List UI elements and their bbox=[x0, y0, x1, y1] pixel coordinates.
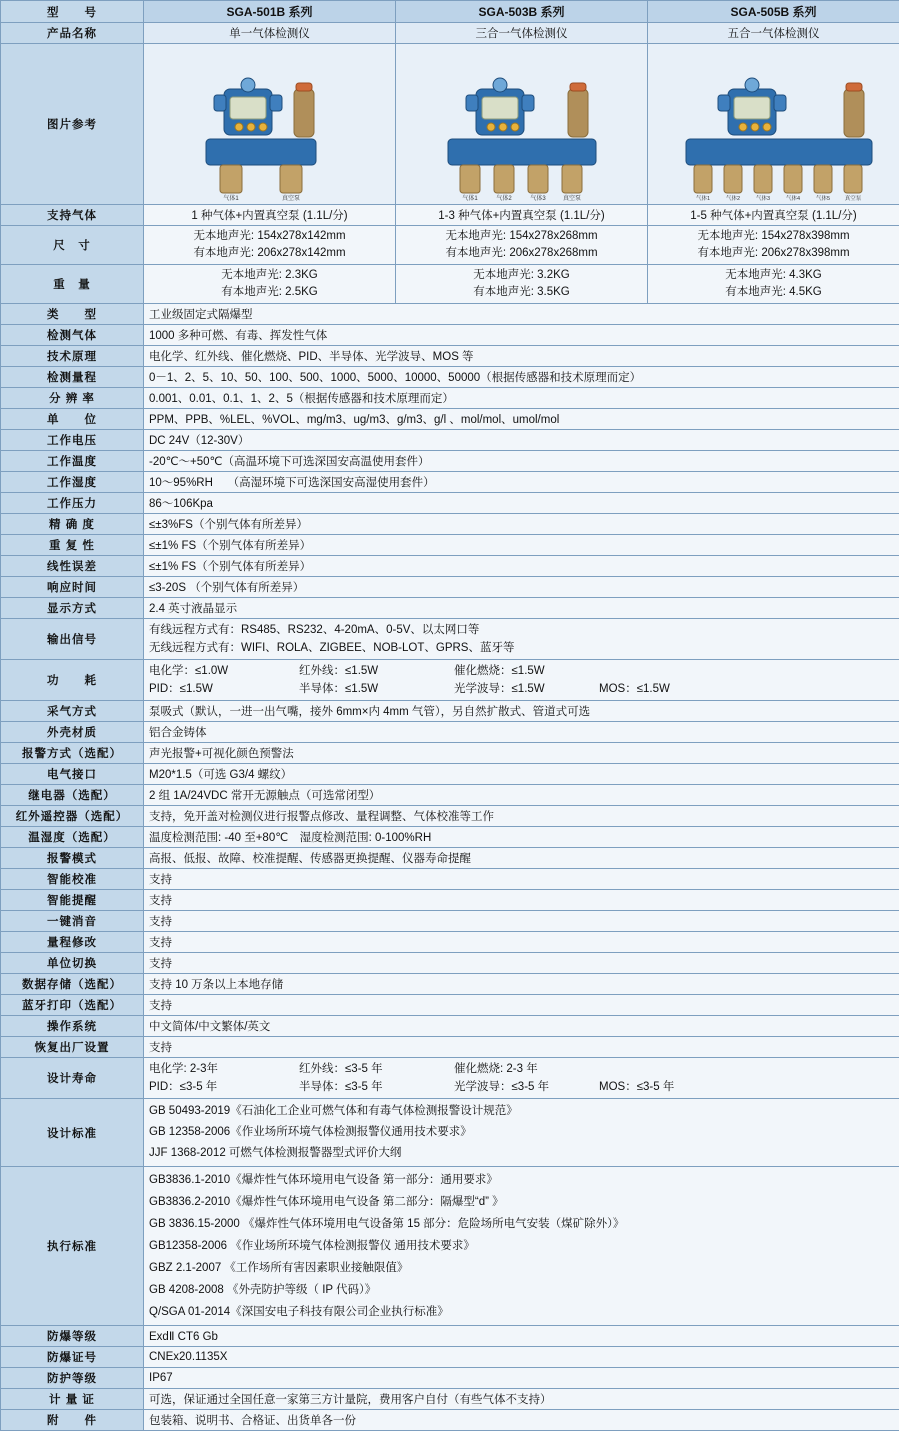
row-value-range: 0－1、2、5、10、50、100、500、1000、5000、10000、50000（根据传感器和技术原理而定） bbox=[144, 367, 899, 388]
row-label-humidity: 工作湿度 bbox=[1, 472, 144, 493]
row-label-response: 响应时间 bbox=[1, 577, 144, 598]
row-label-temp: 工作温度 bbox=[1, 451, 144, 472]
life-echem: 电化学: 2-3年 bbox=[149, 1063, 219, 1075]
svg-text:气体4: 气体4 bbox=[785, 196, 801, 202]
table-row bbox=[1, 911, 899, 932]
size-2-line1: 无本地声光: 154x278x268mm bbox=[445, 230, 598, 242]
table-row bbox=[1, 535, 899, 556]
table-row bbox=[1, 1347, 899, 1368]
row-label-electrical-port: 电气接口 bbox=[1, 764, 144, 785]
support-gas-2: 1-3 种气体+内置真空泵 (1.1L/分) bbox=[396, 205, 648, 226]
row-label-size: 尺 寸 bbox=[1, 226, 144, 265]
life-catalytic: 催化燃烧: 2-3 年 bbox=[454, 1063, 538, 1075]
table-row bbox=[1, 1326, 899, 1347]
life-mos: MOS：≤3-5 年 bbox=[599, 1081, 675, 1093]
row-label-range: 检测量程 bbox=[1, 367, 144, 388]
support-gas-1: 1 种气体+内置真空泵 (1.1L/分) bbox=[144, 205, 396, 226]
detector-illustration-2 bbox=[396, 45, 648, 203]
table-row bbox=[1, 932, 899, 953]
row-label-alarm-type: 报警方式（选配） bbox=[1, 743, 144, 764]
product-name-3: 五合一气体检测仪 bbox=[648, 23, 899, 44]
row-label-linearity: 线性误差 bbox=[1, 556, 144, 577]
weight-3-line1: 无本地声光: 4.3KG bbox=[725, 269, 822, 281]
weight-1-line2: 有本地声光: 2.5KG bbox=[221, 286, 318, 298]
size-3-line1: 无本地声光: 154x278x398mm bbox=[697, 230, 850, 242]
table-row bbox=[1, 205, 899, 226]
weight-3 bbox=[648, 265, 899, 304]
size-1 bbox=[144, 226, 396, 265]
row-value-range-change: 支持 bbox=[144, 932, 899, 953]
table-row bbox=[1, 619, 899, 660]
row-label-smart-calibration: 智能校准 bbox=[1, 869, 144, 890]
exec-standard-line-2: GB3836.2-2010《爆炸性气体环境用电气设备 第二部分：隔爆型“d” 》 bbox=[149, 1196, 504, 1208]
svg-text:真空泵: 真空泵 bbox=[844, 196, 862, 202]
row-value-sampling: 泵吸式（默认，一进一出气嘴，接外 6mm×内 4mm 气管），另自然扩散式、管道式可选 bbox=[144, 701, 899, 722]
design-standard-line-1: GB 50493-2019《石油化工企业可燃气体和有毒气体检测报警设计规范》 bbox=[149, 1105, 518, 1117]
row-label-display: 显示方式 bbox=[1, 598, 144, 619]
power-pid: PID：≤1.5W bbox=[149, 683, 213, 695]
table-row bbox=[1, 869, 899, 890]
row-value-ip-rating: IP67 bbox=[144, 1368, 899, 1389]
table-row bbox=[1, 660, 899, 701]
svg-text:气体3: 气体3 bbox=[755, 196, 771, 202]
row-value-temp: -20℃～+50℃（高温环境下可选深国安高温使用套件） bbox=[144, 451, 899, 472]
table-row bbox=[1, 44, 899, 205]
row-value-output-signal bbox=[144, 619, 899, 660]
row-label-ex-rating: 防爆等级 bbox=[1, 1326, 144, 1347]
row-label-exec-standard: 执行标准 bbox=[1, 1167, 144, 1326]
life-pid: PID：≤3-5 年 bbox=[149, 1081, 218, 1093]
table-row bbox=[1, 1, 899, 23]
design-life-line-2 bbox=[149, 1078, 894, 1096]
row-value-response: ≤3-20S （个别气体有所差异） bbox=[144, 577, 899, 598]
row-value-os: 中文简体/中文繁体/英文 bbox=[144, 1016, 899, 1037]
row-value-design-standard bbox=[144, 1099, 899, 1167]
row-value-resolution: 0.001、0.01、0.1、1、2、5（根据传感器和技术原理而定） bbox=[144, 388, 899, 409]
row-label-weight: 重 量 bbox=[1, 265, 144, 304]
row-label-voltage: 工作电压 bbox=[1, 430, 144, 451]
table-row bbox=[1, 764, 899, 785]
row-value-factory-reset: 支持 bbox=[144, 1037, 899, 1058]
table-row bbox=[1, 514, 899, 535]
weight-1-line1: 无本地声光: 2.3KG bbox=[221, 269, 318, 281]
size-3 bbox=[648, 226, 899, 265]
row-label-metrology-cert: 计 量 证 bbox=[1, 1389, 144, 1410]
size-3-line2: 有本地声光: 206x278x398mm bbox=[697, 247, 850, 259]
row-value-mute: 支持 bbox=[144, 911, 899, 932]
table-row bbox=[1, 974, 899, 995]
row-value-electrical-port: M20*1.5（可选 G3/4 螺纹） bbox=[144, 764, 899, 785]
row-value-bluetooth-print: 支持 bbox=[144, 995, 899, 1016]
row-label-accuracy: 精 确 度 bbox=[1, 514, 144, 535]
row-value-unit: PPM、PPB、%LEL、%VOL、mg/m3、ug/m3、g/m3、g/l 、mol/mol、umol/mol bbox=[144, 409, 899, 430]
svg-text:气体2: 气体2 bbox=[725, 196, 741, 202]
row-value-pressure: 86～106Kpa bbox=[144, 493, 899, 514]
product-name-2: 三合一气体检测仪 bbox=[396, 23, 648, 44]
table-row bbox=[1, 23, 899, 44]
power-echem: 电化学：≤1.0W bbox=[149, 665, 229, 677]
row-label-accessories: 附 件 bbox=[1, 1410, 144, 1431]
table-row bbox=[1, 1167, 899, 1326]
row-label-bluetooth-print: 蓝牙打印（选配） bbox=[1, 995, 144, 1016]
table-row bbox=[1, 472, 899, 493]
table-row bbox=[1, 325, 899, 346]
row-value-voltage: DC 24V（12-30V） bbox=[144, 430, 899, 451]
detector-illustration-1 bbox=[144, 45, 396, 203]
power-ir: 红外线：≤1.5W bbox=[299, 665, 379, 677]
life-optical: 光学波导：≤3-5 年 bbox=[454, 1081, 550, 1093]
row-label-tech: 技术原理 bbox=[1, 346, 144, 367]
size-2-line2: 有本地声光: 206x278x268mm bbox=[445, 247, 598, 259]
row-label-temp-humidity: 温湿度（选配） bbox=[1, 827, 144, 848]
table-row bbox=[1, 1389, 899, 1410]
row-label-factory-reset: 恢复出厂设置 bbox=[1, 1037, 144, 1058]
row-value-display: 2.4 英寸液晶显示 bbox=[144, 598, 899, 619]
row-label-relay: 继电器（选配） bbox=[1, 785, 144, 806]
exec-standard-line-5: GBZ 2.1-2007 《工作场所有害因素职业接触限值》 bbox=[149, 1262, 409, 1274]
row-label-type: 类 型 bbox=[1, 304, 144, 325]
row-value-ex-cert-no: CNEx20.1135X bbox=[144, 1347, 899, 1368]
table-row bbox=[1, 701, 899, 722]
table-row bbox=[1, 995, 899, 1016]
row-value-ir-remote: 支持，免开盖对检测仪进行报警点修改、量程调整、气体校准等工作 bbox=[144, 806, 899, 827]
svg-text:真空泵: 真空泵 bbox=[562, 196, 582, 202]
svg-text:气体5: 气体5 bbox=[815, 196, 831, 202]
svg-text:气体1: 气体1 bbox=[695, 196, 711, 202]
row-label-power: 功 耗 bbox=[1, 660, 144, 701]
row-label-design-life: 设计寿命 bbox=[1, 1058, 144, 1099]
row-label-smart-reminder: 智能提醒 bbox=[1, 890, 144, 911]
svg-text:真空泵: 真空泵 bbox=[281, 196, 301, 202]
row-label-pressure: 工作压力 bbox=[1, 493, 144, 514]
row-label-mute: 一键消音 bbox=[1, 911, 144, 932]
weight-2-line1: 无本地声光: 3.2KG bbox=[473, 269, 570, 281]
power-semiconductor: 半导体：≤1.5W bbox=[299, 683, 379, 695]
table-row bbox=[1, 785, 899, 806]
weight-2 bbox=[396, 265, 648, 304]
table-row bbox=[1, 890, 899, 911]
design-standard-line-2: GB 12358-2006《作业场所环境气体检测报警仪通用技术要求》 bbox=[149, 1126, 472, 1138]
row-value-repeatability: ≤±1% FS（个别气体有所差异） bbox=[144, 535, 899, 556]
table-row bbox=[1, 1368, 899, 1389]
row-value-ex-rating: ExdⅡ CT6 Gb bbox=[144, 1326, 899, 1347]
row-label-output-signal: 输出信号 bbox=[1, 619, 144, 660]
row-value-smart-calibration: 支持 bbox=[144, 869, 899, 890]
row-label-design-standard: 设计标准 bbox=[1, 1099, 144, 1167]
row-label-support-gas: 支持气体 bbox=[1, 205, 144, 226]
weight-3-line2: 有本地声光: 4.5KG bbox=[725, 286, 822, 298]
row-value-unit-switch: 支持 bbox=[144, 953, 899, 974]
table-row bbox=[1, 722, 899, 743]
row-value-detect-gas: 1000 多种可燃、有毒、挥发性气体 bbox=[144, 325, 899, 346]
weight-2-line2: 有本地声光: 3.5KG bbox=[473, 286, 570, 298]
row-label-ir-remote: 红外遥控器（选配） bbox=[1, 806, 144, 827]
power-mos: MOS：≤1.5W bbox=[599, 683, 670, 695]
table-row bbox=[1, 577, 899, 598]
weight-1 bbox=[144, 265, 396, 304]
table-row bbox=[1, 226, 899, 265]
product-image-2 bbox=[396, 44, 648, 205]
table-row bbox=[1, 1410, 899, 1431]
model-501b: SGA-501B 系列 bbox=[144, 1, 396, 23]
size-2 bbox=[396, 226, 648, 265]
table-row bbox=[1, 265, 899, 304]
table-row bbox=[1, 953, 899, 974]
design-standard-line-3: JJF 1368-2012 可燃气体检测报警器型式评价大纲 bbox=[149, 1147, 402, 1159]
row-label-housing: 外壳材质 bbox=[1, 722, 144, 743]
svg-text:气体3: 气体3 bbox=[530, 196, 546, 202]
row-label-detect-gas: 检测气体 bbox=[1, 325, 144, 346]
table-row bbox=[1, 1058, 899, 1099]
table-row bbox=[1, 556, 899, 577]
life-semiconductor: 半导体：≤3-5 年 bbox=[299, 1081, 383, 1093]
row-label-ip-rating: 防护等级 bbox=[1, 1368, 144, 1389]
power-line-1 bbox=[149, 662, 894, 680]
exec-standard-line-7: Q/SGA 01-2014《深国安电子科技有限公司企业执行标准》 bbox=[149, 1306, 449, 1318]
table-row bbox=[1, 367, 899, 388]
table-row bbox=[1, 806, 899, 827]
row-label-unit-switch: 单位切换 bbox=[1, 953, 144, 974]
power-line-2 bbox=[149, 680, 894, 698]
exec-standard-line-6: GB 4208-2008 《外壳防护等级（ IP 代码）》 bbox=[149, 1284, 377, 1296]
table-row bbox=[1, 848, 899, 869]
row-value-design-life bbox=[144, 1058, 899, 1099]
row-value-tech: 电化学、红外线、催化燃烧、PID、半导体、光学波导、MOS 等 bbox=[144, 346, 899, 367]
row-value-power bbox=[144, 660, 899, 701]
row-label-alarm-mode: 报警模式 bbox=[1, 848, 144, 869]
output-signal-wired: 有线远程方式有：RS485、RS232、4-20mA、0-5V、以太网口等 bbox=[149, 624, 480, 636]
row-label-product-name: 产品名称 bbox=[1, 23, 144, 44]
table-row bbox=[1, 1099, 899, 1167]
table-row bbox=[1, 451, 899, 472]
row-label-image-ref: 图片参考 bbox=[1, 44, 144, 205]
support-gas-3: 1-5 种气体+内置真空泵 (1.1L/分) bbox=[648, 205, 899, 226]
product-name-1: 单一气体检测仪 bbox=[144, 23, 396, 44]
row-value-smart-reminder: 支持 bbox=[144, 890, 899, 911]
table-row bbox=[1, 388, 899, 409]
table-row bbox=[1, 409, 899, 430]
row-value-alarm-type: 声光报警+可视化颜色预警法 bbox=[144, 743, 899, 764]
row-label-os: 操作系统 bbox=[1, 1016, 144, 1037]
table-row bbox=[1, 346, 899, 367]
row-value-accessories: 包装箱、说明书、合格证、出货单各一份 bbox=[144, 1410, 899, 1431]
power-catalytic: 催化燃烧：≤1.5W bbox=[454, 665, 545, 677]
row-label-sampling: 采气方式 bbox=[1, 701, 144, 722]
row-value-housing: 铝合金铸体 bbox=[144, 722, 899, 743]
row-value-type: 工业级固定式隔爆型 bbox=[144, 304, 899, 325]
product-image-3 bbox=[648, 44, 899, 205]
product-image-1 bbox=[144, 44, 396, 205]
exec-standard-line-4: GB12358-2006 《作业场所环境气体检测报警仪 通用技术要求》 bbox=[149, 1240, 475, 1252]
row-value-relay: 2 组 1A/24VDC 常开无源触点（可选常闭型） bbox=[144, 785, 899, 806]
row-label-unit: 单 位 bbox=[1, 409, 144, 430]
detector-illustration-3 bbox=[648, 45, 899, 203]
life-ir: 红外线：≤3-5 年 bbox=[299, 1063, 383, 1075]
row-value-data-storage: 支持 10 万条以上本地存储 bbox=[144, 974, 899, 995]
table-row bbox=[1, 1037, 899, 1058]
row-label-resolution: 分 辨 率 bbox=[1, 388, 144, 409]
exec-standard-line-1: GB3836.1-2010《爆炸性气体环境用电气设备 第一部分：通用要求》 bbox=[149, 1174, 498, 1186]
table-row bbox=[1, 743, 899, 764]
size-1-line2: 有本地声光: 206x278x142mm bbox=[193, 247, 346, 259]
table-row bbox=[1, 827, 899, 848]
model-503b: SGA-503B 系列 bbox=[396, 1, 648, 23]
design-life-line-1 bbox=[149, 1060, 894, 1078]
exec-standard-line-3: GB 3836.15-2000 《爆炸性气体环境用电气设备第 15 部分：危险场所电气安装（煤矿除外）》 bbox=[149, 1218, 625, 1230]
size-1-line1: 无本地声光: 154x278x142mm bbox=[193, 230, 346, 242]
row-label-ex-cert-no: 防爆证号 bbox=[1, 1347, 144, 1368]
output-signal-wireless: 无线远程方式有：WIFI、ROLA、ZIGBEE、NOB-LOT、GPRS、蓝牙等 bbox=[149, 642, 515, 654]
row-value-alarm-mode: 高报、低报、故障、校准提醒、传感器更换提醒、仪器寿命提醒 bbox=[144, 848, 899, 869]
power-optical: 光学波导：≤1.5W bbox=[454, 683, 545, 695]
svg-text:气体1: 气体1 bbox=[462, 196, 478, 202]
row-label-range-change: 量程修改 bbox=[1, 932, 144, 953]
row-label-repeatability: 重 复 性 bbox=[1, 535, 144, 556]
row-value-exec-standard bbox=[144, 1167, 899, 1326]
row-value-metrology-cert: 可选，保证通过全国任意一家第三方计量院，费用客户自付（有些气体不支持） bbox=[144, 1389, 899, 1410]
table-row bbox=[1, 598, 899, 619]
row-value-humidity: 10～95%RH （高湿环境下可选深国安高湿使用套件） bbox=[144, 472, 899, 493]
table-row bbox=[1, 304, 899, 325]
row-label-model: 型 号 bbox=[1, 1, 144, 23]
row-label-data-storage: 数据存储（选配） bbox=[1, 974, 144, 995]
svg-text:气体2: 气体2 bbox=[496, 196, 512, 202]
table-row bbox=[1, 1016, 899, 1037]
row-value-linearity: ≤±1% FS（个别气体有所差异） bbox=[144, 556, 899, 577]
table-row bbox=[1, 430, 899, 451]
table-row bbox=[1, 493, 899, 514]
model-505b: SGA-505B 系列 bbox=[648, 1, 899, 23]
row-value-temp-humidity: 温度检测范围: -40 至+80℃ 湿度检测范围: 0-100%RH bbox=[144, 827, 899, 848]
row-value-accuracy: ≤±3%FS（个别气体有所差异） bbox=[144, 514, 899, 535]
svg-text:气体1: 气体1 bbox=[223, 196, 239, 202]
